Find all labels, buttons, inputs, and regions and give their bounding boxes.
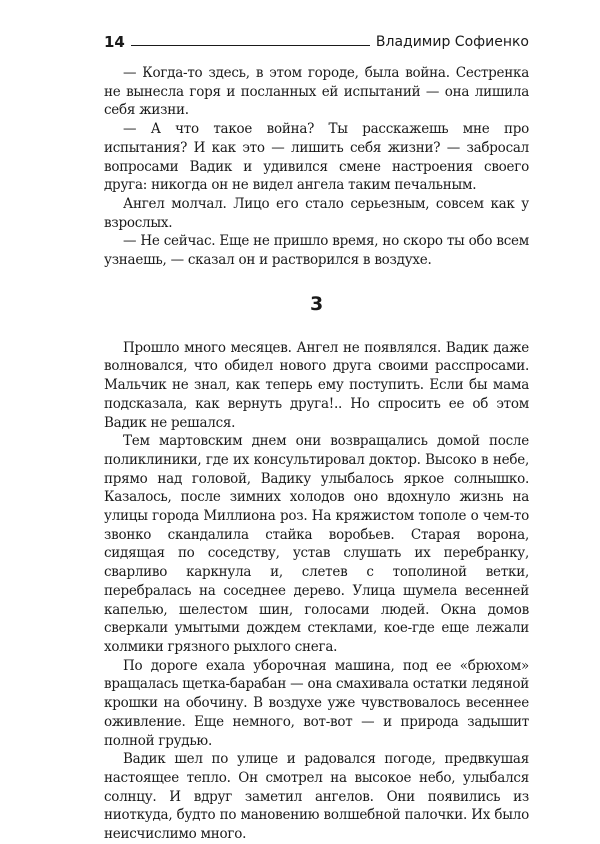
chapter-number: 3	[310, 292, 323, 315]
paragraph: Вадик шел по улице и радовался погоде, предвкушая настоящее тепло. Он смотрел на высокое небо, улыбался солнцу. И вдруг заметил ангелов. Они появились из ниоткуда, будто по мановению волшебной палочки. Их было неисчислимо много.	[104, 751, 529, 843]
header-rule	[131, 45, 370, 46]
paragraph: По дороге ехала уборочная машина, под ее «брюхом» вращалась щетка-барабан — она смахивала остатки ледяной крошки на обочину. В воздухе уже чувствовалось весеннее оживление. Еще немного, вот-вот — и природа задышит полной грудью.	[104, 657, 529, 749]
page-number: 14	[104, 33, 125, 51]
running-header	[104, 30, 529, 50]
paragraph: — Когда-то здесь, в этом городе, была война. Сестренка не вынесла горя и посланных ей испытаний — она лишила себя жизни.	[104, 65, 529, 119]
paragraph: Прошло много месяцев. Ангел не появлялся. Вадик даже волновался, что обидел нового друга своими расспросами. Мальчик не знал, как теперь ему поступить. Если бы мама подсказала, как вернуть друга!.. Но спросить ее об этом Вадик не решался.	[104, 339, 529, 431]
paragraph: Тем мартовским днем они возвращались домой после поликлиники, где их консультировал доктор. Высоко в небе, прямо над головой, Вадику улыбалось яркое солнышко. Казалось, после зимних холодов оно вдохнуло жизнь на улицы города Миллиона роз. На кряжистом тополе о чем-то звонко скандалила стайка воробьев. Старая ворона, сидящая по соседству, устав слушать их перебранку, сварливо каркнула и, слетев с тополиной ветки, перебралась на соседнее дерево. Улица шумела весенней капелью, шелестом шин, голосами людей. Окна домов сверкали умытыми дождем стеклами, кое-где еще лежали холмики грязного рыхлого снега.	[104, 433, 529, 655]
paragraph: Ангел молчал. Лицо его стало серьезным, совсем как у взрослых.	[104, 195, 529, 231]
paragraph: — А что такое война? Ты расскажешь мне про испытания? И как это — лишить себя жизни? — забросал вопросами Вадик и удивился смене настроения своего друга: никогда он не видел ангела таким печальным.	[104, 121, 529, 194]
paragraph: — Не сейчас. Еще не пришло время, но скоро ты обо всем узнаешь, — сказал он и растворился в воздухе.	[104, 233, 529, 269]
book-text	[104, 64, 529, 844]
author-name: Владимир Софиенко	[375, 34, 529, 50]
